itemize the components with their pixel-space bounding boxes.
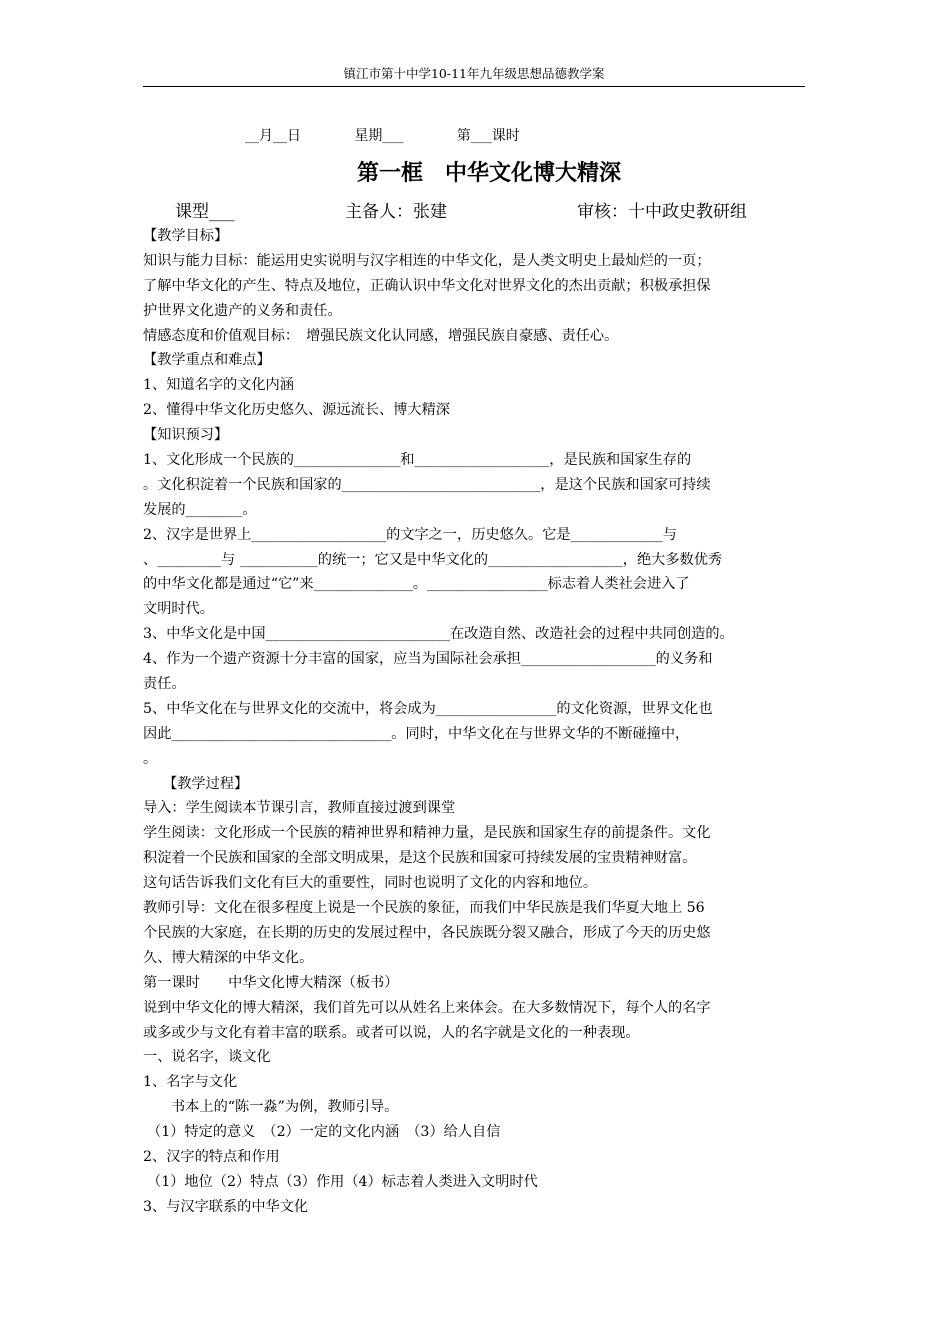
text-line: 。 — [143, 750, 158, 767]
text-line: 2、汉字是世界上___________________的文字之一，历史悠久。它是_____________与 — [143, 526, 677, 543]
text-line: 的中华文化都是通过“它”来______________。_________________标志着人类社会进入了 — [143, 576, 690, 593]
text-line: 3、与汉字联系的中华文化 — [143, 1198, 309, 1215]
page-header: 镇江市第十中学10-11年九年级思想品德教学案 — [343, 66, 605, 81]
text-line: 个民族的大家庭，在长期的历史的发展过程中，各民族既分裂又融合，形成了今天的历史悠 — [143, 924, 711, 941]
section-heading: 【教学目标】 — [143, 228, 229, 244]
text-line: 知识与能力目标：能运用史实说明与汉字相连的中华文化，是人类文明史上最灿烂的一页； — [143, 252, 711, 269]
text-line: 或多或少与文化有着丰富的联系。或者可以说，人的名字就是文化的一种表现。 — [143, 1024, 640, 1041]
text-line: 因此_______________________________。同时，中华文化在与世界文华的不断碰撞中， — [143, 725, 690, 742]
text-line: 发展的________。 — [143, 501, 257, 518]
text-line: 护世界文化遗产的义务和责任。 — [143, 302, 342, 319]
text-line: 1、知道名字的文化内涵 — [143, 377, 294, 394]
text-line: 第一课时 中华文化博大精深（板书） — [143, 974, 399, 991]
reviewer: 审核：十中政史教研组 — [577, 202, 747, 222]
text-line: （1）特定的意义 （2）一定的文化内涵 （3）给人自信 — [147, 1124, 501, 1141]
page-title: 第一框 中华文化博大精深 — [356, 160, 621, 186]
text-line: 久、博大精深的中华文化。 — [143, 949, 314, 966]
document-body — [143, 224, 815, 1220]
date-line: __月__日 星期___ 第___课时 — [245, 128, 520, 144]
text-line: 导入：学生阅读本节课引言，教师直接过渡到课堂 — [143, 800, 456, 817]
preparer: 主备人：张建 — [345, 202, 447, 222]
section-heading: 【知识预习】 — [143, 427, 229, 444]
text-line: 这句话告诉我们文化有巨大的重要性，同时也说明了文化的内容和地位。 — [143, 875, 598, 892]
text-line: 5、中华文化在与世界文化的交流中，将会成为_________________的文化资源，世界文化也 — [143, 700, 713, 717]
text-line: 2、汉字的特点和作用 — [143, 1148, 280, 1165]
text-line: （1）地位（2）特点（3）作用（4）标志着人类进入文明时代 — [147, 1173, 538, 1190]
text-line: 积淀着一个民族和国家的全部文明成果，是这个民族和国家可持续发展的宝贵精神财富。 — [143, 850, 697, 867]
text-line: 文明时代。 — [143, 601, 214, 618]
text-line: 、_________与 ___________的统一；它又是中华文化的___________________，绝大多数优秀 — [143, 551, 723, 568]
text-line: 说到中华文化的博大精深，我们首先可以从姓名上来体会。在大多数情况下，每个人的名字 — [143, 999, 711, 1016]
section-heading: 【教学重点和难点】 — [143, 352, 271, 369]
text-line: 2、懂得中华文化历史悠久、源远流长、博大精深 — [143, 402, 450, 419]
text-line: 情感态度和价值观目标： 增强民族文化认同感，增强民族自豪感、责任心。 — [143, 327, 619, 344]
text-line: 学生阅读：文化形成一个民族的精神世界和精神力量，是民族和国家生存的前提条件。文化 — [143, 825, 711, 842]
text-line: 3、中华文化是中国__________________________在改造自然、改造社会的过程中共同创造的。 — [143, 626, 734, 643]
text-line: 一、说名字，谈文化 — [143, 1049, 271, 1066]
text-line: 1、文化形成一个民族的_______________和___________________，是民族和国家生存的 — [143, 452, 692, 469]
lesson-type: 课型___ — [175, 202, 235, 222]
text-line: 。文化积淀着一个民族和国家的____________________________，是这个民族和国家可持续 — [143, 476, 711, 493]
text-line: 教师引导：文化在很多程度上说是一个民族的象征，而我们中华民族是我们华夏大地上 56 — [143, 900, 705, 917]
header-rule — [143, 86, 805, 87]
text-line: 4、作为一个遗产资源十分丰富的国家，应当为国际社会承担___________________的义务和 — [143, 651, 713, 668]
text-line: 责任。 — [143, 676, 186, 693]
text-line: 1、名字与文化 — [143, 1074, 238, 1091]
text-line: 了解中华文化的产生、特点及地位，正确认识中华文化对世界文化的杰出贡献；积极承担保 — [143, 277, 711, 294]
section-heading: 【教学过程】 — [163, 775, 249, 792]
text-line: 书本上的“陈一淼”为例，教师引导。 — [171, 1099, 399, 1116]
